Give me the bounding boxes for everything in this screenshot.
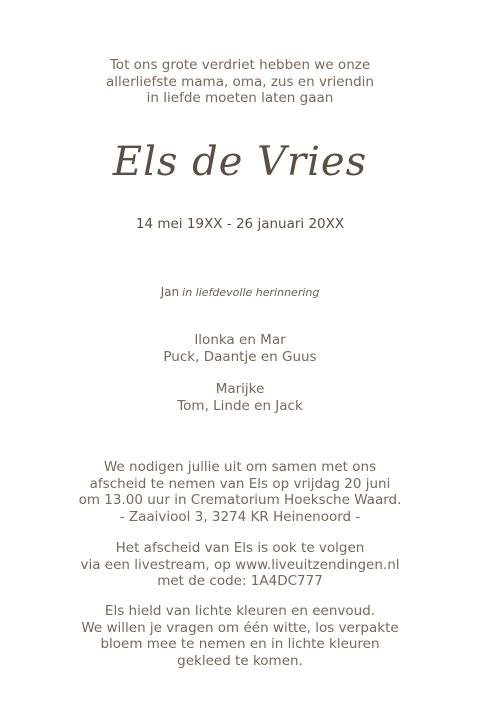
closing-line: bloem mee te nemen en in lichte kleuren	[100, 636, 380, 652]
livestream-text	[0, 540, 480, 590]
partner-name: Jan	[160, 285, 180, 299]
family-line: Ilonka en Mar	[194, 332, 286, 348]
livestream-line: met de code: 1A4DC777	[157, 573, 323, 589]
livestream-line: Het afscheid van Els is ook te volgen	[115, 540, 365, 556]
intro-line: in liefde moeten laten gaan	[146, 90, 334, 106]
invitation-line: - Zaaiviool 3, 3274 KR Heinenoord -	[119, 508, 361, 525]
invitation-line: afscheid te nemen van Els op vrijdag 20 juni	[89, 475, 391, 492]
closing-line: gekleed te komen.	[177, 652, 303, 669]
closing-line: We willen je vragen om één witte, los verpakte	[81, 619, 399, 636]
closing-text	[0, 603, 480, 669]
invitation-text	[0, 459, 480, 525]
livestream-line: via een livestream, op www.liveuitzendingen.nl	[80, 556, 400, 573]
family-line: Puck, Daantje en Guus	[163, 348, 317, 365]
family-group-2	[0, 381, 480, 414]
life-dates: 14 mei 19XX - 26 januari 20XX	[135, 216, 345, 232]
invitation-line: om 13.00 uur in Crematorium Hoeksche Waard.	[78, 492, 402, 508]
deceased-name: Els de Vries	[112, 139, 368, 185]
partner-line	[0, 285, 480, 299]
intro-text	[0, 57, 480, 107]
partner-note: in liefdevolle herinnering	[182, 286, 320, 299]
intro-line: Tot ons grote verdriet hebben we onze	[109, 57, 371, 73]
family-line: Marijke	[215, 381, 265, 397]
family-line: Tom, Linde en Jack	[177, 397, 303, 414]
closing-line: Els hield van lichte kleuren en eenvoud.	[104, 603, 376, 619]
invitation-line: We nodigen jullie uit om samen met ons	[103, 459, 377, 475]
family-group-1	[0, 332, 480, 365]
intro-line: allerliefste mama, oma, zus en vriendin	[106, 73, 374, 90]
